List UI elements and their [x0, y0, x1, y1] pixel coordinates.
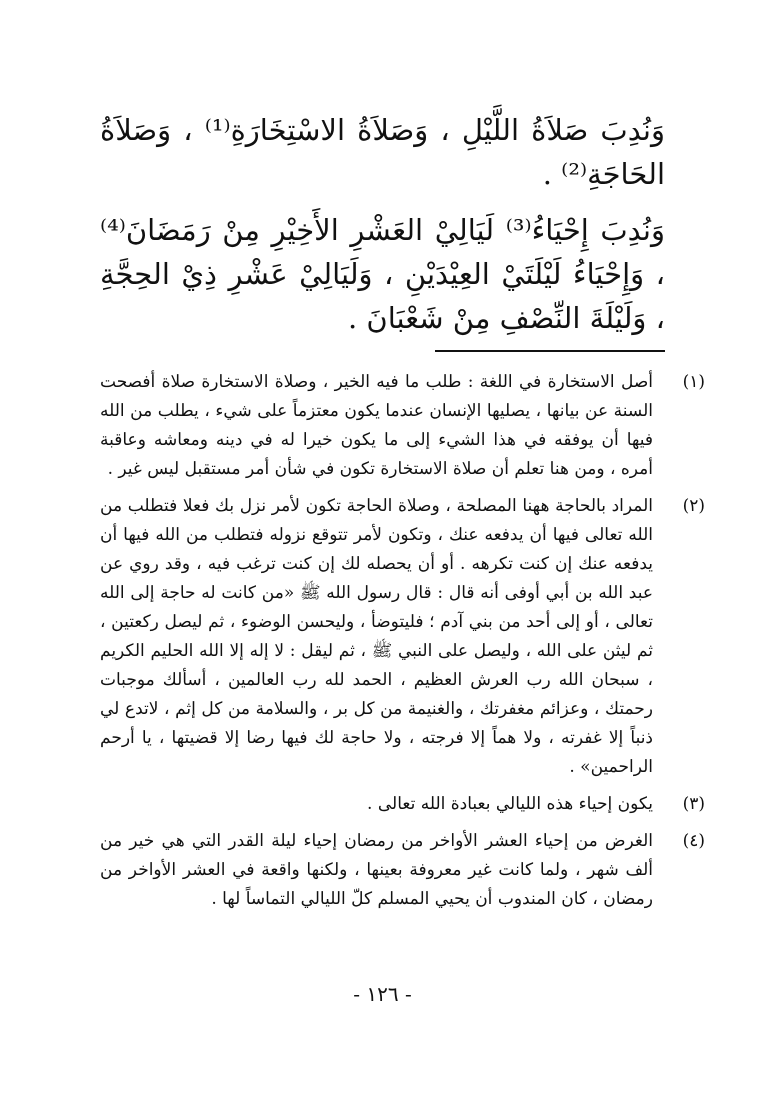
- footnote-text: الغرض من إحياء العشر الأواخر من رمضان إحياء ليلة القدر التي هي خير من ألف شهر ، ولما كانت غير معروفة بعينها ، ولكنها واقعة في العشر الأواخر من رمضان ، كان المندوب أن يحيي المسلم كلّ الليالي التماساً لها .: [100, 831, 653, 909]
- footnote-number: (١): [682, 372, 705, 392]
- footnote-number: (٣): [682, 794, 705, 814]
- footnote-number: (٤): [682, 831, 705, 851]
- main-text: [100, 108, 665, 352]
- main-paragraph-1: وَنُدِبَ صَلاَةُ اللَّيْلِ ، وَصَلاَةُ الاسْتِخَارَةِ⁽¹⁾ ، وَصَلاَةُ الحَاجَةِ⁽²⁾ .: [100, 113, 665, 191]
- footnote-1: [100, 368, 705, 484]
- footnote-divider: [435, 350, 665, 352]
- main-paragraph-2: وَنُدِبَ إِحْيَاءُ⁽³⁾ لَيَالِيْ العَشْرِ الأَخِيْرِ مِنْ رَمَضَانَ⁽⁴⁾ ، وَإِحْيَاءُ لَيْلَتَيْ العِيْدَيْنِ ، وَلَيَالِيْ عَشْرِ ذِيْ الحِجَّةِ ، وَلَيْلَةَ النِّصْفِ مِنْ شَعْبَانَ .: [100, 213, 665, 335]
- footnote-number: (٢): [682, 496, 705, 516]
- footnotes: [100, 368, 705, 922]
- footnote-text: أصل الاستخارة في اللغة : طلب ما فيه الخير ، وصلاة الاستخارة صلاة أفصحت السنة عن بيانها ، يصليها الإنسان عندما يكون معتزماً على شيء ، يطلب من الله فيها أن يوفقه في هذا الشيء إلى ما يكون خيرا له في دينه ومعاشه وعاقبة أمره ، ومن هنا تعلم أن صلاة الاستخارة تكون في شأن أمر مستقبل ليس غير .: [100, 372, 653, 479]
- footnote-3: [100, 790, 705, 819]
- page-number: - ١٢٦ -: [353, 982, 412, 1006]
- footnote-text: يكون إحياء هذه الليالي بعبادة الله تعالى .: [367, 794, 653, 814]
- footnote-4: [100, 827, 705, 914]
- footnote-text: المراد بالحاجة ههنا المصلحة ، وصلاة الحاجة تكون لأمر نزل بك فعلا فتطلب من الله تعالى فيها أن يدفعه عنك ، وتكون لأمر تتوقع نزوله فتطلب من الله فيها أن يدفعه عنك إن كنت تكرهه . أو أن يحصله لك إن كنت ترغب فيه ، وقد روي عن عبد الله بن أبي أوفى أنه قال : قال رسول الله ﷺ «من كانت له حاجة إلى الله تعالى ، أو إلى أحد من بني آدم ؛ فليتوضأ ، وليحسن الوضوء ، ثم ليصل ركعتين ، ثم ليثن على الله ، وليصل على النبي ﷺ ، ثم ليقل : لا إله إلا الله الحليم الكريم ، سبحان الله رب العرش العظيم ، الحمد لله رب العالمين ، أسألك موجبات رحمتك ، وعزائم مغفرتك ، والغنيمة من كل بر ، والسلامة من كل إثم ، لاتدع لي ذنباً إلا غفرته ، ولا هماً إلا فرجته ، ولا حاجة لك فيها رضا إلا قضيتها ، يا أرحم الراحمين» .: [100, 496, 653, 777]
- footnote-2: [100, 492, 705, 782]
